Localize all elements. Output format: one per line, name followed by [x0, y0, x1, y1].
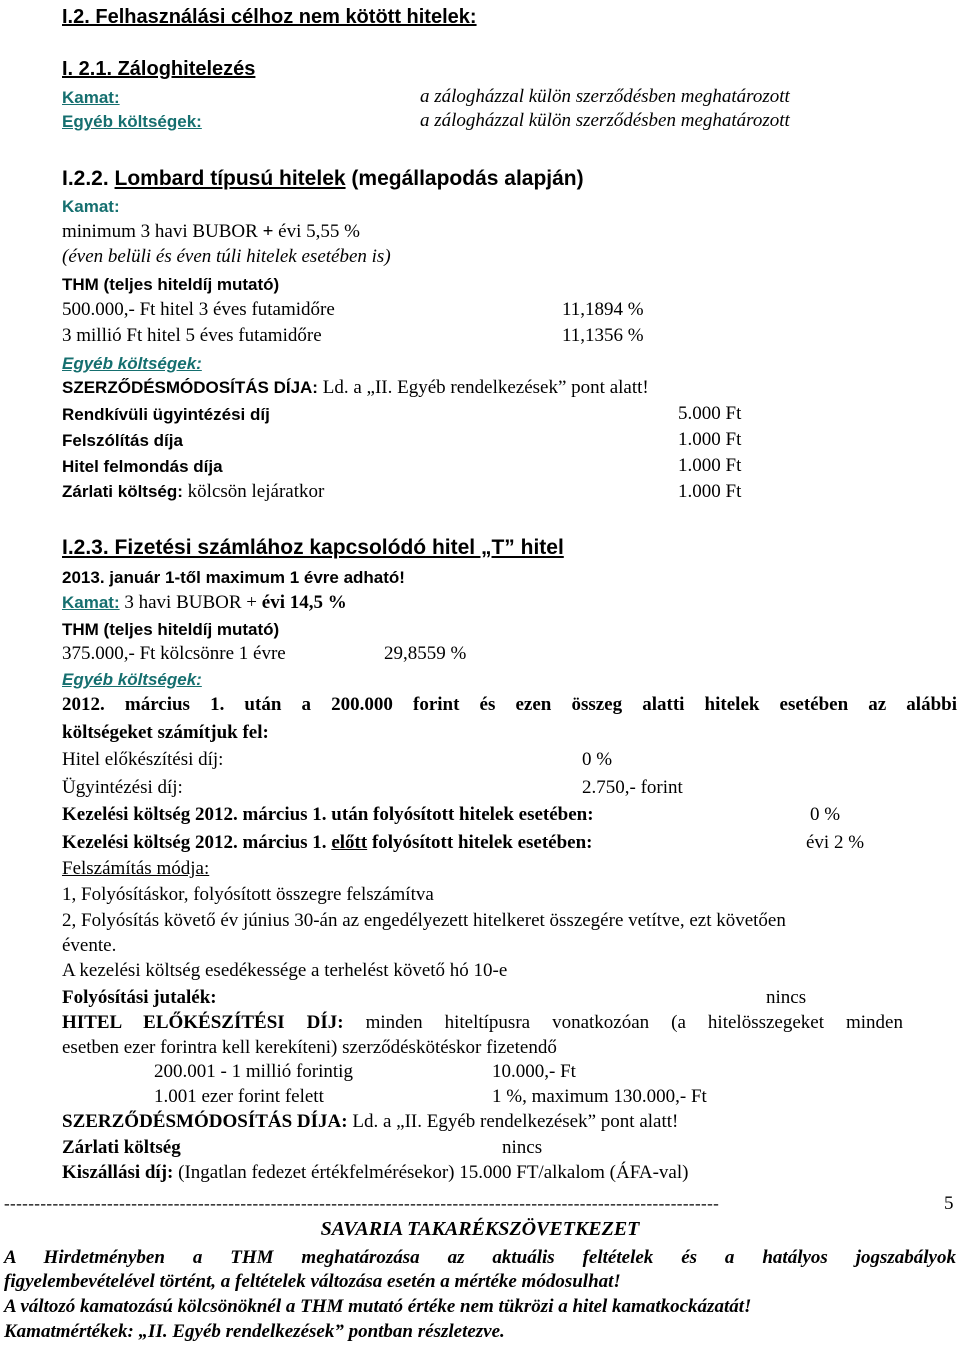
- fee-label-rest: kölcsön lejáratkor: [182, 481, 325, 502]
- kiszallasi-value: (Ingatlan fedezet értékfelmérésekor) 15.000 FT/alkalom (ÁFA-val): [173, 1162, 689, 1183]
- intro-line-1: 2012. március 1. után a 200.000 forint és ezen összeg alatti hitelek esetében az alábbi: [62, 694, 957, 715]
- hitel-elokeszitesi-line-1: [62, 1012, 903, 1034]
- footer-line-2: figyelembevételével történt, a feltételek változása esetén a mértéke módosulhat!: [4, 1271, 621, 1292]
- felszamitas-item-1: 1, Folyósításkor, folyósított összegre felszámítva: [62, 884, 434, 905]
- zarlati-label: Zárlati költség: [62, 1137, 181, 1158]
- title-prefix: I.2.2.: [62, 167, 115, 190]
- section-title: I.2. Felhasználási célhoz nem kötött hitelek:: [62, 6, 477, 28]
- page-number: 5: [944, 1193, 954, 1214]
- egyeb-label: Egyéb költségek:: [62, 354, 202, 373]
- intro-line-2: költségeket számítjuk fel:: [62, 722, 269, 743]
- subsection-title-zaloghitelezes: [62, 58, 255, 80]
- thm-label: THM (teljes hiteldíj mutató): [62, 620, 280, 639]
- zarlati-value: nincs: [502, 1137, 543, 1158]
- thm-row-2-label: 3 millió Ft hitel 5 éves futamidőre: [62, 325, 322, 346]
- kamat-rate: évi 5,55 %: [273, 221, 360, 242]
- adhato-note: 2013. január 1-től maximum 1 évre adható!: [62, 568, 405, 587]
- kezelesi-before-rest: folyósított hitelek esetében:: [367, 832, 593, 853]
- kezelesi-before-text: Kezelési költség 2012. március 1.: [62, 832, 332, 853]
- footer-line-3: A változó kamatozású kölcsönöknél a THM mutató értéke nem tükrözi a hitel kamatkockázatát!: [4, 1296, 752, 1317]
- szerzodesmodositas-label: SZERZŐDÉSMÓDOSÍTÁS DÍJA:: [62, 378, 318, 397]
- kamat-note: (éven belüli és éven túli hitelek esetében is): [62, 246, 391, 267]
- thm-row-label: 375.000,- Ft kölcsönre 1 évre: [62, 643, 286, 664]
- fee-label: Rendkívüli ügyintézési díj: [62, 405, 270, 424]
- szerzodesmodositas-line: [62, 1111, 678, 1133]
- footer-line-1: A Hirdetményben a THM meghatározása az aktuális feltételek és a hatályos jogszabályok: [4, 1247, 956, 1268]
- title-rest: itelezés: [183, 58, 256, 80]
- kamat-text: 3 havi BUBOR +: [119, 592, 262, 613]
- szerzodesmodositas-ref: Ld. a „II. Egyéb rendelkezések” pont alatt!: [347, 1111, 679, 1132]
- fee-value: 5.000 Ft: [678, 403, 742, 424]
- kezelesi-after-label: Kezelési költség 2012. március 1. után folyósított hitelek esetében:: [62, 804, 594, 825]
- felszamitas-item-2: 2, Folyósítás követő év június 30-án az engedélyezett hitelkeret összegére vetítve, ezt követően: [62, 910, 786, 931]
- szerzodesmodositas-ref: Ld. a „II. Egyéb rendelkezések” pont alatt!: [317, 377, 649, 398]
- kamat-label: Kamat:: [62, 593, 120, 612]
- hitel-elokeszitesi-label: HITEL ELŐKÉSZÍTÉSI DÍJ:: [62, 1012, 344, 1033]
- title-rest: (megállapodás alapján): [345, 167, 584, 190]
- kamat-line: [62, 221, 360, 243]
- egyeb-value: a zálogházzal külön szerződésben meghatározott: [420, 110, 790, 131]
- fee-value: 1.000 Ft: [678, 481, 742, 502]
- kezelesi-before-line: [62, 832, 593, 854]
- thm-row-1-label: 500.000,- Ft hitel 3 éves futamidőre: [62, 299, 335, 320]
- subsection-title-t-hitel: I.2.3. Fizetési számlához kapcsolódó hitel „T” hitel: [62, 536, 564, 559]
- thm-label: THM (teljes hiteldíj mutató): [62, 275, 280, 294]
- subsection-title-lombard: [62, 168, 584, 190]
- title-underlined-part: I. 2.1. Zálogh: [62, 58, 184, 80]
- kamat-label: Kamat:: [62, 88, 120, 107]
- fee-value: 1.000 Ft: [678, 455, 742, 476]
- tier-1-label: 200.001 - 1 millió forintig: [154, 1061, 353, 1082]
- kamat-rate: évi 14,5 %: [261, 592, 347, 613]
- jutalek-label: Folyósítási jutalék:: [62, 987, 217, 1008]
- thm-row-1-value: 11,1894 %: [562, 299, 644, 320]
- fee-label: Zárlati költség:: [62, 482, 183, 501]
- hitel-elokeszitesi-line-2: esetben ezer forintra kell kerekíteni) szerződéskötéskor fizetendő: [62, 1037, 557, 1058]
- tier-2-label: 1.001 ezer forint felett: [154, 1086, 324, 1107]
- elokeszitesi-value: 0 %: [582, 749, 613, 770]
- ugyintezesi-label: Ügyintézési díj:: [62, 777, 183, 798]
- fee-row-zarlati: [62, 481, 324, 503]
- jutalek-value: nincs: [766, 987, 807, 1008]
- kamat-value: a zálogházzal külön szerződésben meghatározott: [420, 86, 790, 107]
- egyeb-label: Egyéb költségek:: [62, 112, 202, 131]
- plus-sign: +: [262, 221, 274, 242]
- tier-2-value: 1 %, maximum 130.000,- Ft: [492, 1086, 707, 1107]
- kamat-line: [62, 592, 347, 614]
- fee-label: Hitel felmondás díja: [62, 457, 223, 476]
- felszamitas-label: Felszámítás módja:: [62, 858, 210, 879]
- egyeb-label: Egyéb költségek:: [62, 670, 202, 689]
- ugyintezesi-value: 2.750,- forint: [582, 777, 683, 798]
- footer-org-name: SAVARIA TAKARÉKSZÖVETKEZET: [320, 1218, 640, 1240]
- szerzodesmodositas-label: SZERZŐDÉSMÓDOSÍTÁS DÍJA:: [62, 1111, 348, 1132]
- elokeszitesi-label: Hitel előkészítési díj:: [62, 749, 224, 770]
- fee-label: Felszólítás díja: [62, 431, 183, 450]
- footer-divider: ----------------------------------------------------------------------------------------------------------------------: [4, 1194, 720, 1213]
- tier-1-value: 10.000,- Ft: [492, 1061, 576, 1082]
- thm-row-2-value: 11,1356 %: [562, 325, 644, 346]
- esedekesseg: A kezelési költség esedékessége a terhelést követő hó 10-e: [62, 960, 508, 981]
- thm-row-value: 29,8559 %: [384, 643, 467, 664]
- kezelesi-before-emphasis: előtt: [331, 832, 368, 853]
- felszamitas-item-2-cont: évente.: [62, 935, 117, 956]
- fee-value: 1.000 Ft: [678, 429, 742, 450]
- kiszallasi-label: Kiszállási díj:: [62, 1162, 174, 1183]
- footer-line-4: Kamatmértékek: „II. Egyéb rendelkezések” pontban részletezve.: [4, 1321, 505, 1342]
- kiszallasi-line: [62, 1162, 688, 1184]
- kamat-label: Kamat:: [62, 197, 120, 216]
- kezelesi-after-value: 0 %: [810, 804, 841, 825]
- kezelesi-before-value: évi 2 %: [806, 832, 865, 853]
- szerzodesmodositas-line: [62, 377, 649, 399]
- hitel-elokeszitesi-text: minden hiteltípusra vonatkozóan (a hitelösszegeket minden: [343, 1012, 903, 1033]
- title-underlined: Lombard típusú hitelek: [114, 167, 346, 190]
- kamat-text: minimum 3 havi BUBOR: [62, 221, 263, 242]
